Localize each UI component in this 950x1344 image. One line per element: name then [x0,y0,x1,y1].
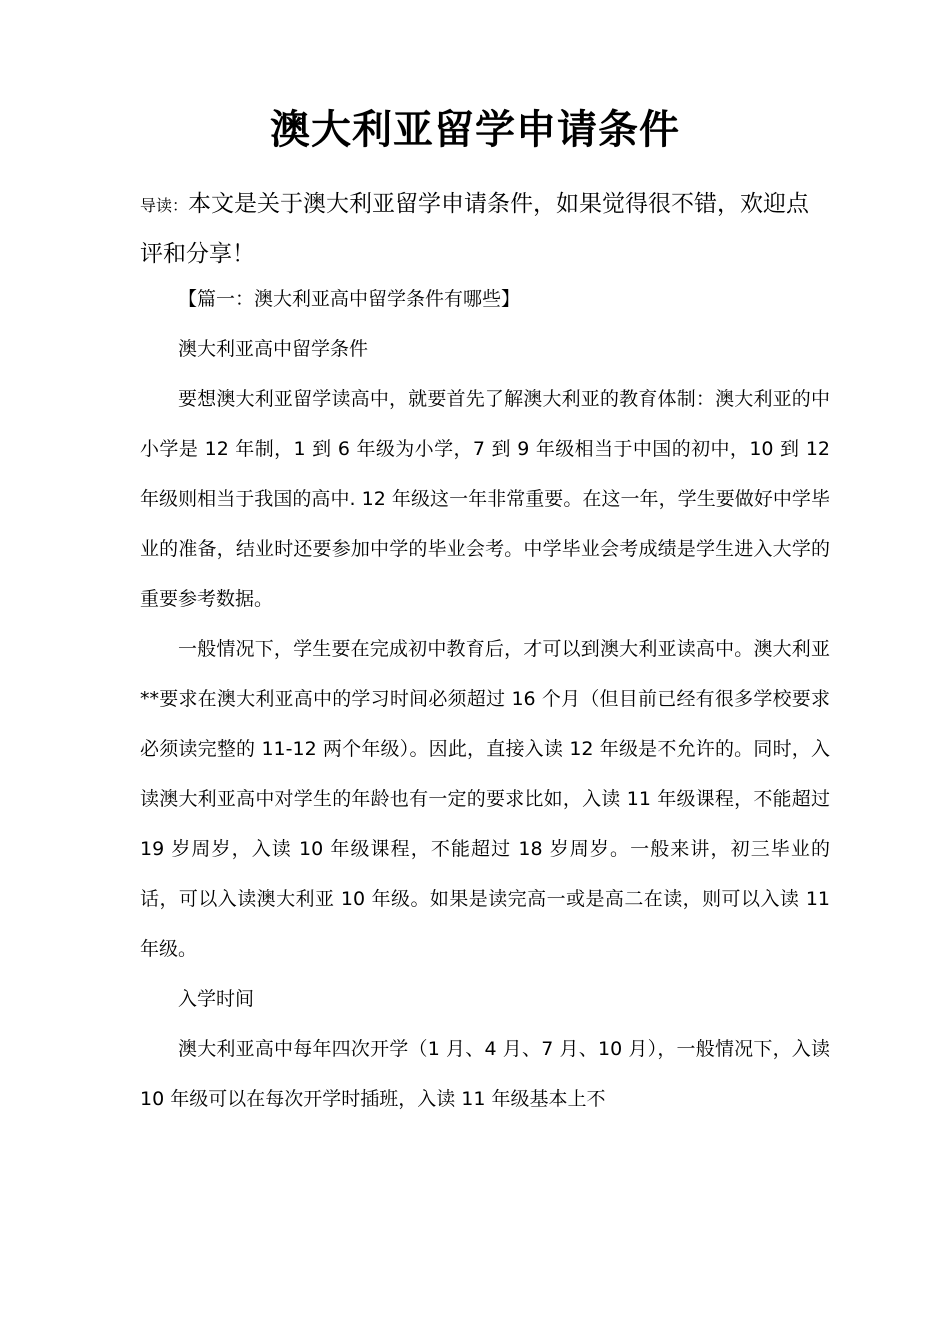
intro-label: 导读： [140,196,189,215]
document-title: 澳大利亚留学申请条件 [270,107,680,153]
subheading-enrollment-time: 入学时间 [178,988,255,1010]
paragraph-education-system: 要想澳大利亚留学读高中，就要首先了解澳大利亚的教育体制：澳大利亚的中小学是 12 年制，1 到 6 年级为小学，7 到 9 年级相当于中国的初中，10 到 12 年级则相当于我国的高中. 12 年级这一年非常重要。在这一年，学生要做好中学毕业的准备，结业时还要参加中学的毕业会考。中学毕业会考成绩是学生进入大学的重要参考数据。 [140,388,830,610]
paragraph-enrollment-time: 澳大利亚高中每年四次开学（1 月、4 月、7 月、10 月），一般情况下，入读 10 年级可以在每次开学时插班，入读 11 年级基本上不 [140,1038,830,1110]
subheading-high-school-conditions: 澳大利亚高中留学条件 [178,338,369,360]
intro-block [140,180,830,278]
document-body [140,274,830,1124]
intro-text: 本文是关于澳大利亚留学申请条件，如果觉得很不错，欢迎点评和分享！ [140,191,810,267]
section-heading: 【篇一：澳大利亚高中留学条件有哪些】 [178,288,521,310]
paragraph-requirements: 一般情况下，学生要在完成初中教育后，才可以到澳大利亚读高中。澳大利亚**要求在澳大利亚高中的学习时间必须超过 16 个月（但目前已经有很多学校要求必须读完整的 11-12 两个年级）。因此，直接入读 12 年级是不允许的。同时，入读澳大利亚高中对学生的年龄也有一定的要求比如，入读 11 年级课程，不能超过 19 岁周岁，入读 10 年级课程，不能超过 18 岁周岁。一般来讲，初三毕业的话，可以入读澳大利亚 10 年级。如果是读完高一或是高二在读，则可以入读 11 年级。 [140,638,830,960]
